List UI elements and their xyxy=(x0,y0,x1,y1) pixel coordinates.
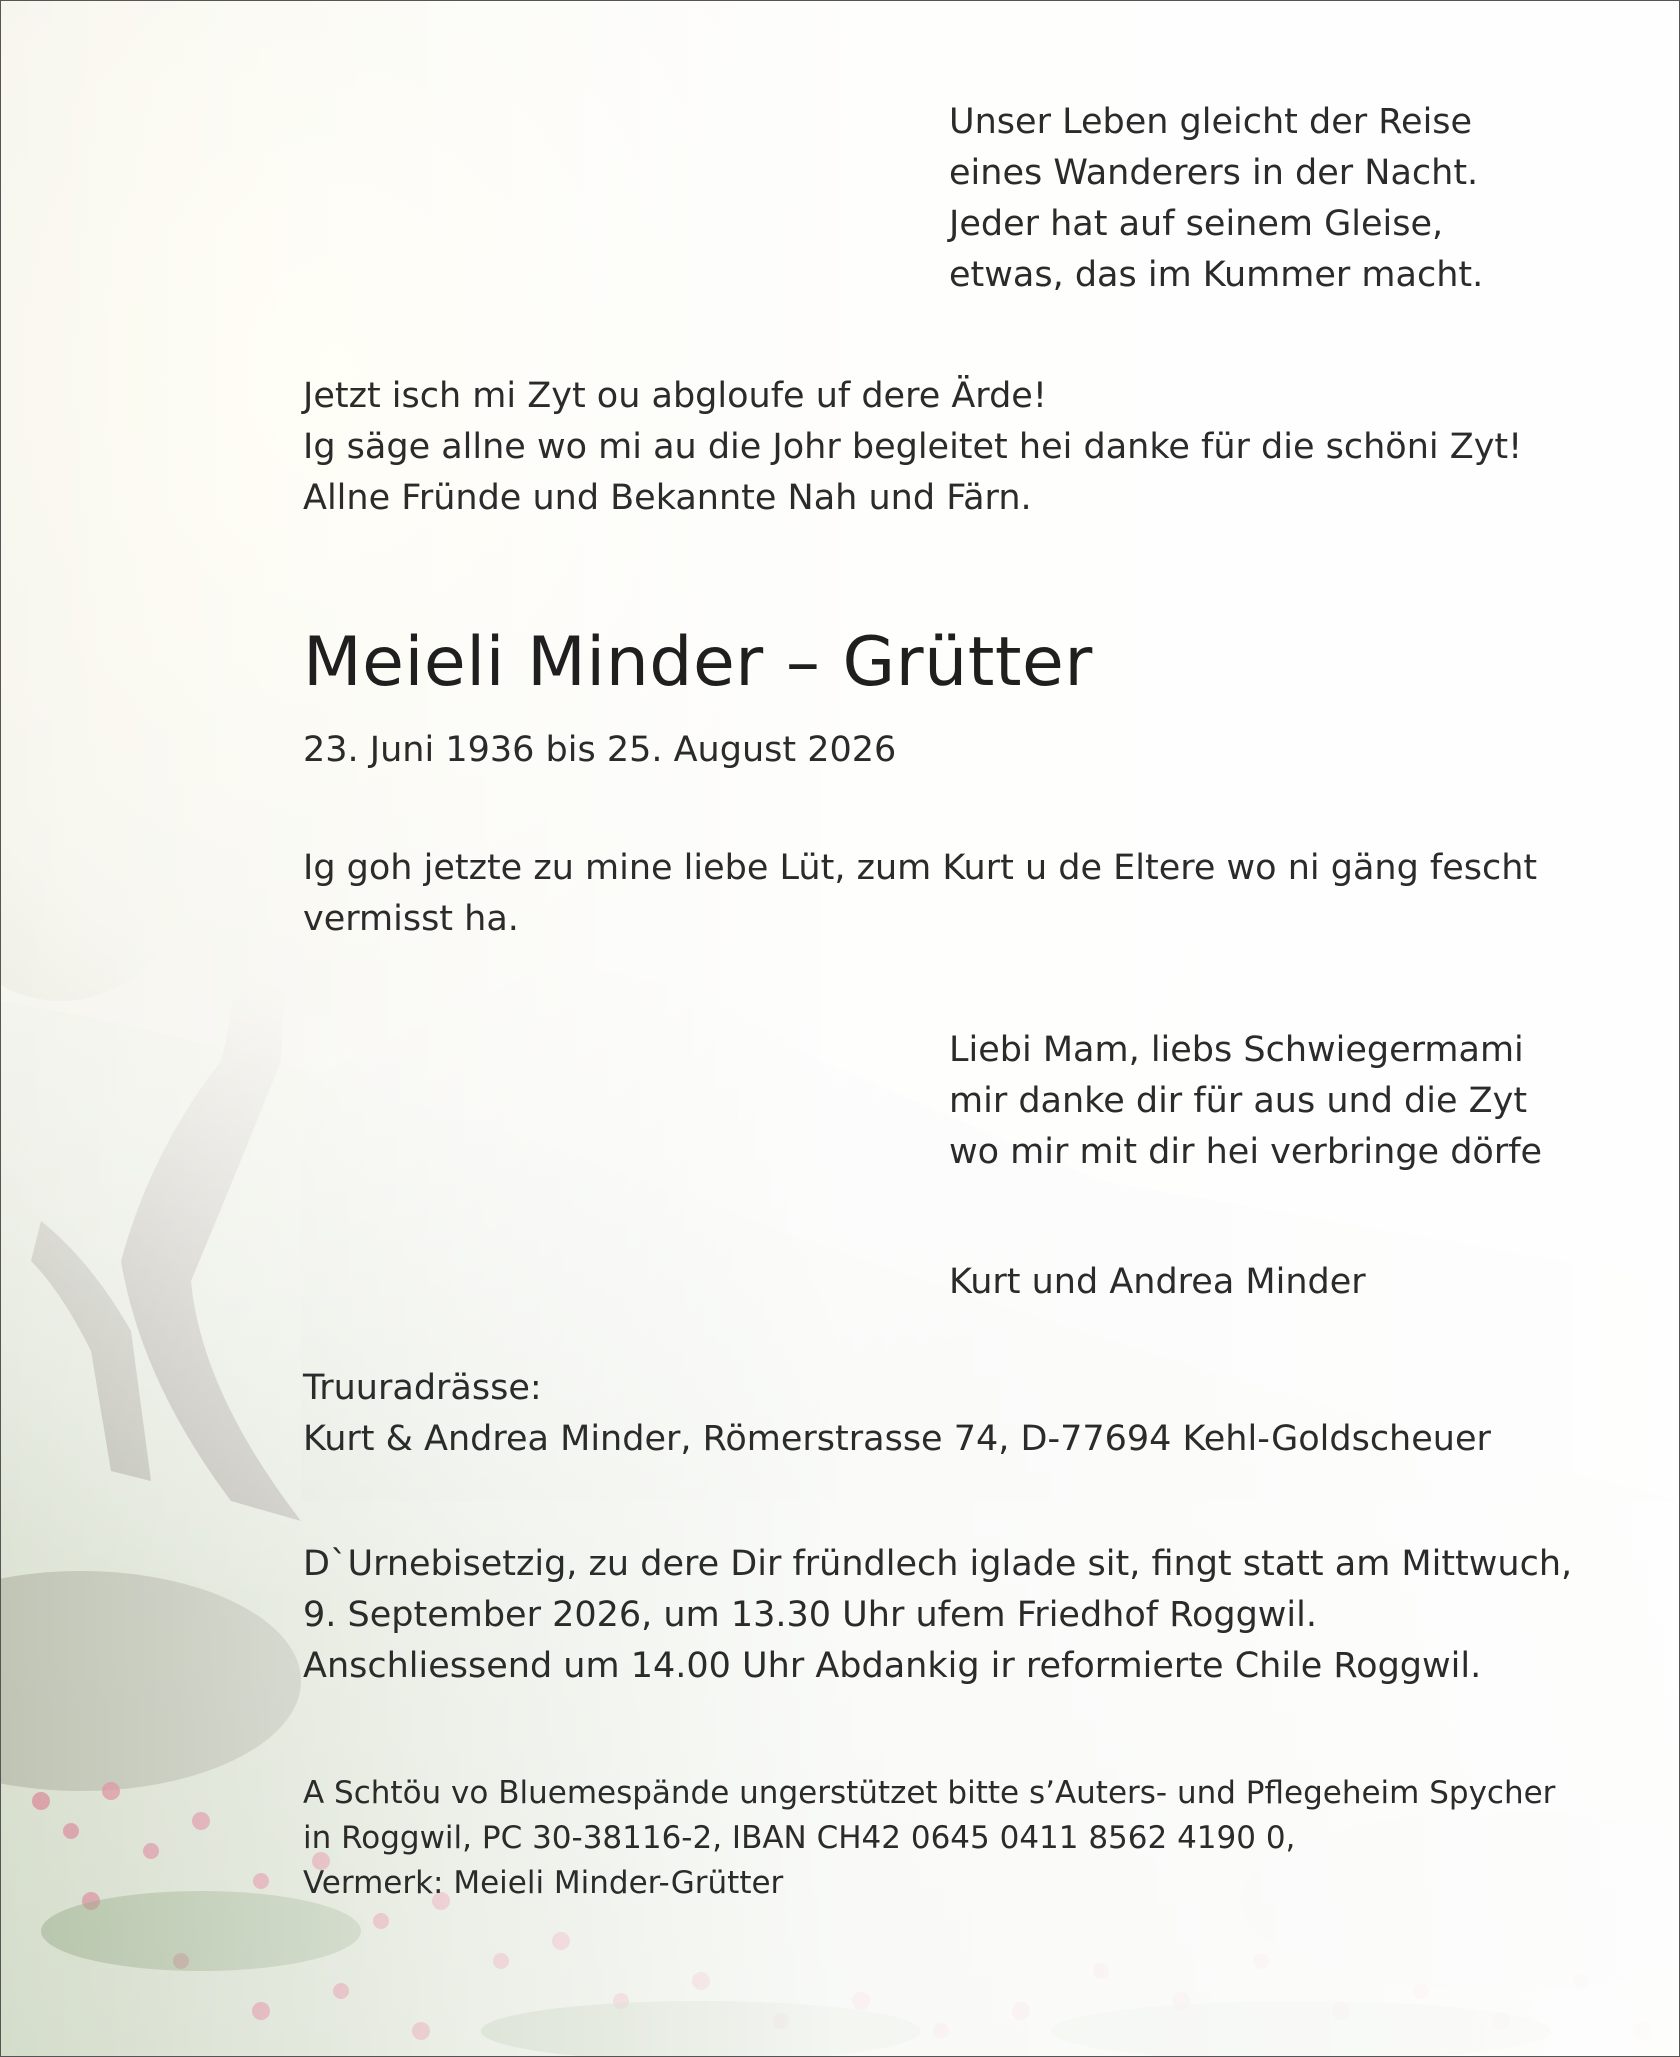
life-dates: 23. Juni 1936 bis 25. August 2026 xyxy=(303,730,897,770)
poem: Unser Leben gleicht der Reise eines Wanderers in der Nacht. Jeder hat auf seinem Gleise, etwas, das im Kummer macht. xyxy=(949,102,1484,295)
signatories: Kurt und Andrea Minder xyxy=(949,1262,1366,1302)
family-note: Liebi Mam, liebs Schwiegermami mir danke dir für aus und die Zyt wo mir mit dir hei verbringe dörfe xyxy=(949,1030,1543,1172)
ceremony-details: D`Urnebisetzig, zu dere Dir fründlech iglade sit, fingt statt am Mittwuch, 9. September 2026, um 13.30 Uhr ufem Friedhof Roggwil. Anschliessend um 14.00 Uhr Abdankig ir reformierte Chile Roggwil. xyxy=(303,1544,1573,1686)
deceased-name: Meieli Minder – Grütter xyxy=(303,623,1093,702)
donation-note: A Schtöu vo Bluemespände ungerstützet bitte s’Auters- und Pflegeheim Spycher in Roggwil, PC 30-38116-2, IBAN CH42 0645 0411 8562 4190 0, Vermerk: Meieli Minder-Grütter xyxy=(303,1775,1556,1901)
personal-message: Ig goh jetzte zu mine liebe Lüt, zum Kurt u de Eltere wo ni gäng fescht vermisst ha. xyxy=(303,848,1538,939)
farewell-text: Jetzt isch mi Zyt ou abgloufe uf dere Ärde! Ig säge allne wo mi au die Johr begleitet hei danke für die schöni Zyt! Allne Fründe und Bekannte Nah und Färn. xyxy=(303,376,1523,518)
mourning-address: Truuradrässe: Kurt & Andrea Minder, Römerstrasse 74, D-77694 Kehl-Goldscheuer xyxy=(303,1368,1491,1459)
